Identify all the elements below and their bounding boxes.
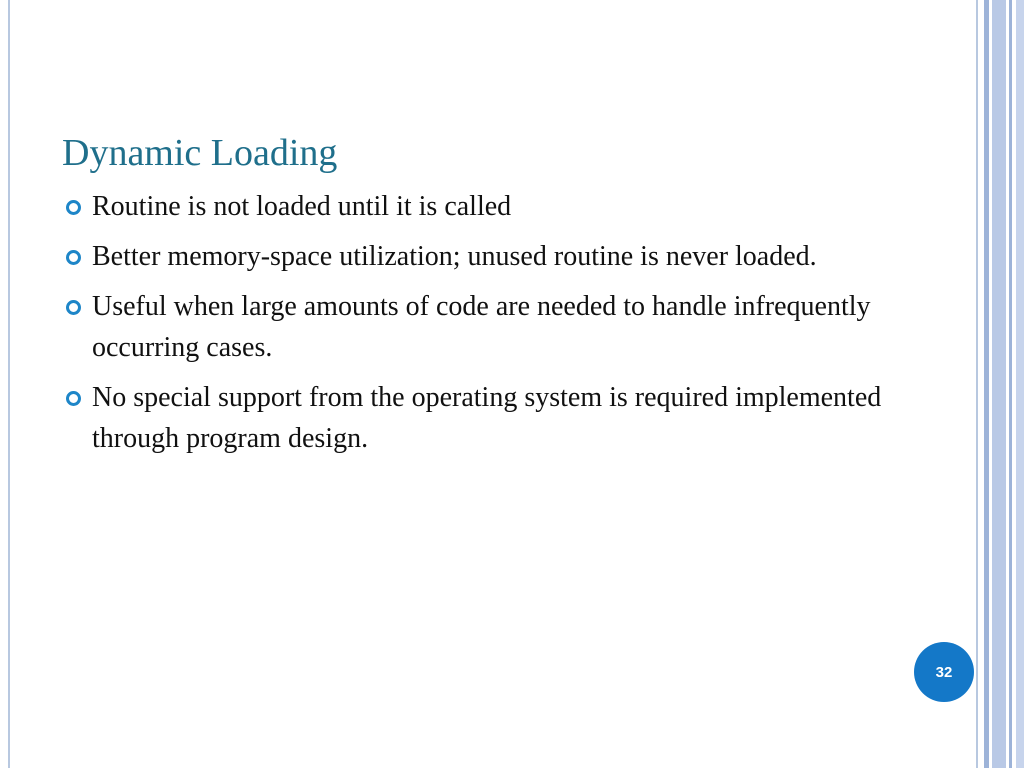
ring-bullet-icon [66,250,81,265]
ring-bullet-icon [66,391,81,406]
bullet-item [62,286,892,368]
bullet-text: Routine is not loaded until it is called [92,191,512,222]
ring-bullet-icon [66,300,81,315]
bullet-text: No special support from the operating system is required implemented through program design. [92,382,882,454]
bullet-item [62,236,892,277]
slide-title: Dynamic Loading [62,132,338,175]
right-frame-stripe [976,0,978,768]
right-frame-stripe [1009,0,1012,768]
left-frame-line [8,0,10,768]
bullet-item [62,377,892,459]
bullet-text: Useful when large amounts of code are needed to handle infrequently occurring cases. [92,291,871,363]
bullet-text: Better memory-space utilization; unused routine is never loaded. [92,241,817,272]
right-frame-stripe [984,0,989,768]
bullet-list [62,186,892,468]
page-number-badge: 32 [914,642,974,702]
bullet-item [62,186,892,227]
ring-bullet-icon [66,200,81,215]
right-frame-stripe [1016,0,1024,768]
right-frame-stripe [992,0,1006,768]
